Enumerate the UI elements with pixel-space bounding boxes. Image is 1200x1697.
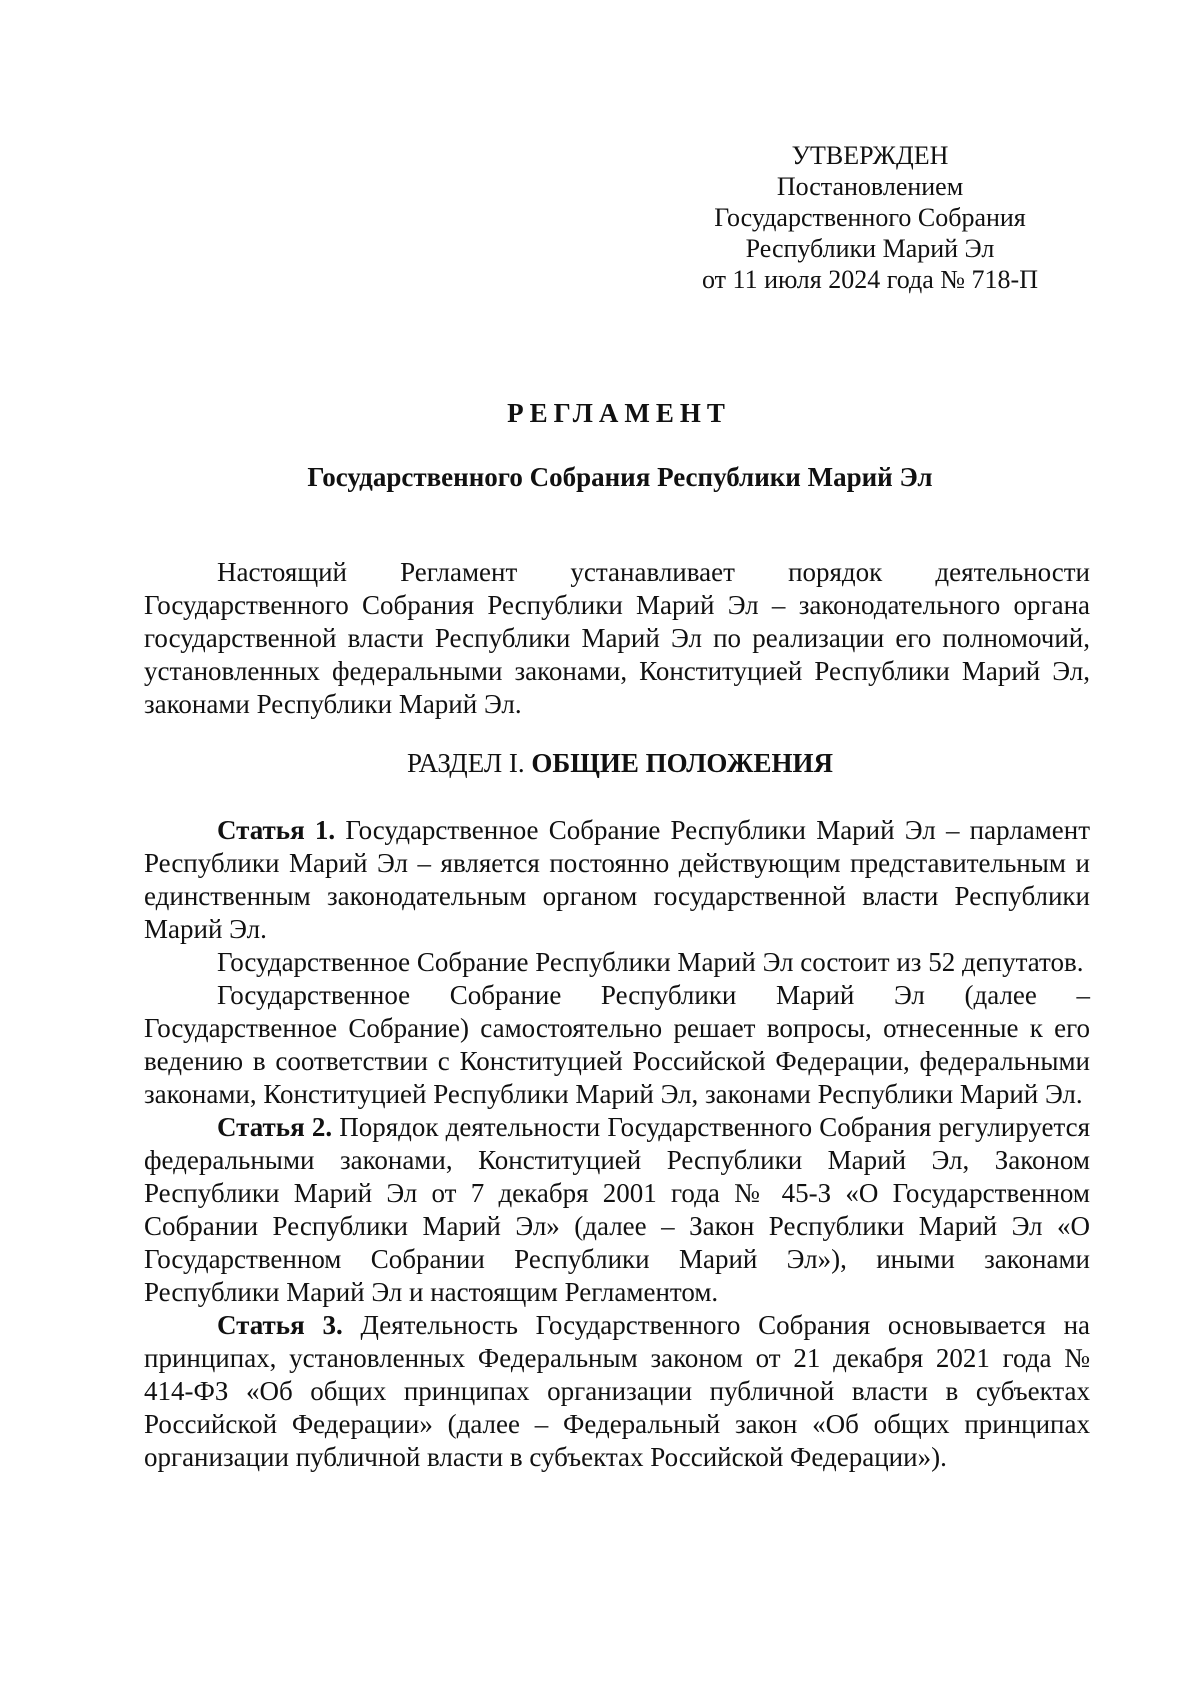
document-title: РЕГЛАМЕНТ [507, 398, 731, 428]
articles-block [144, 814, 1090, 1474]
document-subtitle: Государственного Собрания Республики Марий Эл [307, 462, 933, 492]
approval-date-number: от 11 июля 2024 года № 718-П [702, 265, 1038, 294]
article-3-text: Деятельность Государственного Собрания основывается на принципах, установленных Федеральным законом от 21 декабря 2021 года № 414-ФЗ «Об общих принципах организации публичной власти в субъектах Российской Федерации» (далее – Федеральный закон «Об общих принципах организации публичной власти в субъектах Российской Федерации»). [144, 1310, 1091, 1472]
section-name: ОБЩИЕ ПОЛОЖЕНИЯ [531, 748, 833, 778]
approval-body: Государственного Собрания [714, 203, 1026, 232]
approval-region: Республики Марий Эл [745, 234, 995, 263]
article-2-label: Статья 2. [217, 1112, 333, 1142]
section-heading [0, 748, 1200, 779]
article-1-paragraph-2 [144, 946, 1090, 979]
article-3-label: Статья 3. [217, 1310, 343, 1340]
article-3-paragraph [144, 1309, 1090, 1474]
approval-stamp-block [680, 140, 1060, 295]
article-1-text-2: Государственное Собрание Республики Марий Эл состоит из 52 депутатов. [217, 947, 1084, 977]
intro-paragraph: Настоящий Регламент устанавливает порядок деятельности Государственного Собрания Республики Марий Эл – законодательного органа государственной власти Республики Марий Эл по реализации его полномочий, установленных федеральными законами, Конституцией Республики Марий Эл, законами Республики Марий Эл. [144, 557, 1090, 719]
article-1-text-1: Государственное Собрание Республики Марий Эл – парламент Республики Марий Эл – является постоянно действующим представительным и единственным законодательным органом государственной власти Республики Марий Эл. [144, 815, 1091, 944]
article-2-text: Порядок деятельности Государственного Собрания регулируется федеральными законами, Конституцией Республики Марий Эл, Законом Республики Марий Эл от 7 декабря 2001 года № 45-З «О Государственном Собрании Республики Марий Эл» (далее – Закон Республики Марий Эл «О Государственном Собрании Республики Марий Эл»), иными законами Республики Марий Эл и настоящим Регламентом. [144, 1112, 1091, 1307]
article-2-paragraph [144, 1111, 1090, 1309]
article-1-paragraph-3 [144, 979, 1090, 1111]
approval-act-type: Постановлением [776, 172, 964, 201]
article-1-text-3: Государственное Собрание Республики Марий Эл (далее – Государственное Собрание) самостоятельно решает вопросы, отнесенные к его ведению в соответствии с Конституцией Российской Федерации, федеральными законами, Конституцией Республики Марий Эл, законами Республики Марий Эл. [144, 980, 1090, 1109]
article-1-paragraph-1 [144, 814, 1090, 946]
approval-status: УТВЕРЖДЕН [791, 141, 949, 170]
article-1-label: Статья 1. [217, 815, 336, 845]
section-prefix: РАЗДЕЛ I. [407, 748, 525, 778]
